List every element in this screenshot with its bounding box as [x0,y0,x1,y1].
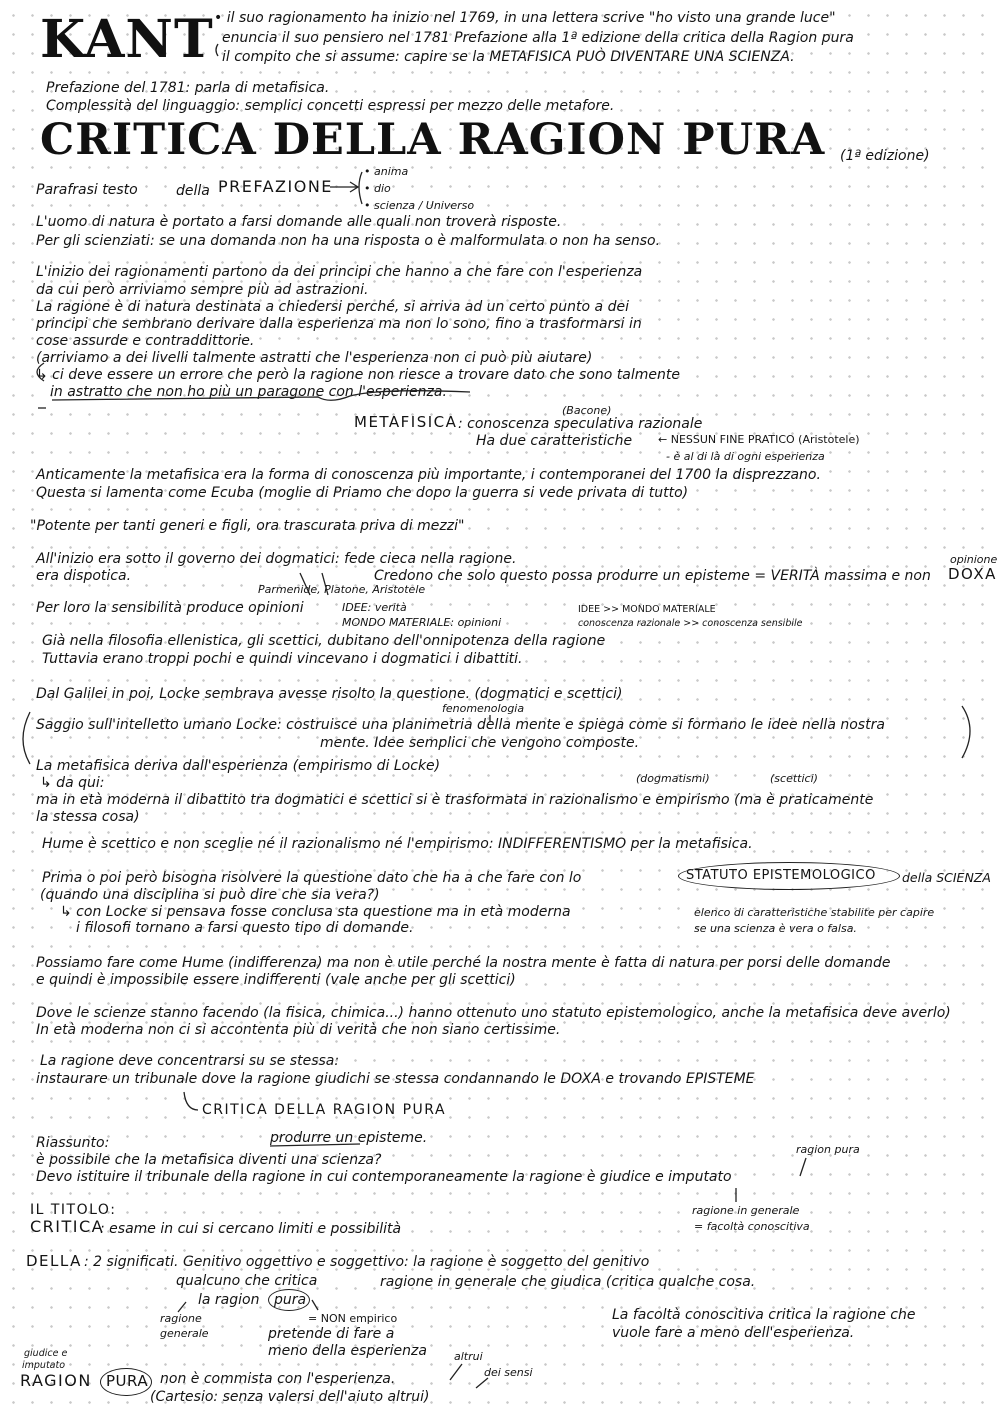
altrui-note: altrui [454,1350,483,1363]
produrre-underline [270,1144,360,1146]
della-term: DELLA [26,1252,82,1270]
della-non-empirico: = NON empirico [308,1312,398,1325]
metafisica-bacone: (Bacone) [562,404,612,417]
ragion-pura-note: ragion pura [796,1143,860,1156]
parafrasi-brace [359,172,362,204]
crp-arrow [184,1092,198,1110]
p2-line-4: principi che sembrano derivare dalla esperienza ma non lo sono, fino a trasformarsi in [36,316,642,332]
dogmatici-line-1: All'inizio era sotto il governo dei dogmatici: fede cieca nella ragione. [36,551,517,567]
idee-verita: IDEE: verità [342,601,407,614]
saggio-line-1: Saggio sull'intelletto umano Locke: costruisce una planimetria della mente e spiega come si formano le idee nella nostra [36,717,885,733]
della-arrow-1 [178,1302,186,1312]
p6-line-1: La ragione deve concentrarsi su se stessa: [40,1053,340,1069]
dogmatici-names: Parmenide, Platone, Aristotele [258,583,426,596]
metafisica-heading: METAFISICA [354,413,458,431]
metafisica-caratteristiche: Ha due caratteristiche [476,433,633,449]
p2-line-1: L'inizio dei ragionamenti partono da dei principi che hanno a che fare con l'esperienza [36,264,643,280]
p2-line-5: cose assurde e contraddittorie. [36,333,255,349]
ragion-pura-line-2: (Cartesio: senza valersi dell'aiuto altrui) [150,1389,430,1405]
p4-note-scettici: (scettici) [770,772,818,785]
statuto-epistemologico: STATUTO EPISTEMOLOGICO [686,868,876,883]
parafrasi-item-scienza: • scienza / Universo [364,199,475,212]
p3-line-1: Anticamente la metafisica era la forma di conoscenza più importante, i contemporanei del 1700 la disprezzano. [36,467,821,483]
intro-line-2: enuncia il suo pensiero nel 1781 Prefazione alla 1ª edizione della critica della Ragion pura [222,30,854,46]
pura-term-circled: PURA [106,1372,149,1390]
pref-note-1: Prefazione del 1781: parla di metafisica. [46,80,330,96]
p4-line-3: ma in età moderna il dibattito tra dogmatici e scettici si è trasformata in razionalismo e empirismo (ma è praticamente [36,792,874,808]
p3-quote: "Potente per tanti generi e figli, ora trascurata priva di mezzi" [30,518,465,534]
riassunto-produrre: produrre un episteme. [270,1130,428,1146]
statuto-line-3: ↳ con Locke si pensava fosse conclusa sta questione ma in età moderna [60,904,571,920]
ragion-pura-arrow [800,1158,806,1176]
della-meno: meno della esperienza [268,1343,427,1359]
dogmatici-line-2: era dispotica. [36,568,132,584]
p1-line-2: Per gli scienziati: se una domanda non ha una risposta o è malformulata o non ha senso. [36,233,661,249]
p3-line-2: Questa si lamenta come Ecuba (moglie di Priamo che dopo la guerra si vede privata di tutto) [36,485,689,501]
p5-line-2: e quindi è impossibile essere indifferenti (vale anche per gli scettici) [36,972,516,988]
metafisica-definition: : conoscenza speculativa razionale [458,416,703,432]
critica-term: CRITICA [30,1217,105,1236]
p4-line-1: La metafisica deriva dall'esperienza (empirismo di Locke) [36,758,441,774]
della-ragione: ragione [160,1312,202,1325]
ragione-generale-note: ragione in generale [692,1204,800,1217]
della-ragione-generale: ragione in generale che giudica (critica qualche cosa. [380,1274,756,1290]
names-arrow-1 [300,573,310,595]
p5-line-1: Possiamo fare come Hume (indifferenza) ma non è utile perché la nostra mente è fatta di natura per porsi delle domande [36,955,891,971]
p2-line-2: da cui però arriviamo sempre più ad astrazioni. [36,282,369,298]
p2-line-8: in astratto che non ho più un paragone con l'esperienza. [50,384,447,400]
p4-line-2: ↳ da qui: [40,775,105,791]
della-qualcuno: qualcuno che critica [176,1273,318,1289]
statuto-line-1: Prima o poi però bisogna risolvere la questione dato che ha a che fare con lo [42,870,582,886]
della-definition: : 2 significati. Genitivo oggettivo e soggettivo: la ragione è soggetto del genitivo [84,1254,650,1270]
della-generale: generale [160,1327,209,1340]
imputato: imputato [22,1360,66,1371]
metafisica-car-2: - è al di là di ogni esperienza [666,450,825,463]
riassunto-heading: Riassunto: [36,1135,110,1151]
saggio-line-2: mente. Idee semplici che vengono composte. [320,735,640,751]
della-arrow-2 [312,1300,318,1310]
p5-line-4: In età moderna non ci si accontenta più di verità che non siano certissime. [36,1022,561,1038]
dei-sensi-note: dei sensi [484,1366,533,1379]
statuto-definition-1: elenco di caratteristiche stabilite per capire [694,906,935,919]
della-pura-circled: pura [274,1292,307,1308]
parafrasi-label: Parafrasi testo [36,182,138,198]
p2-arrow [37,363,44,381]
prefazione-arrow [330,182,358,192]
p5-line-3: Dove le scienze stanno facendo (la fisica, chimica...) hanno ottenuto uno statuto epistemologico, anche la metafisica deve averlo) [36,1005,951,1021]
altrui-arrow [450,1364,462,1380]
parafrasi-item-anima: • anima [364,165,409,178]
crp-arrow-target: CRITICA DELLA RAGION PURA [202,1102,447,1118]
critica-definition: : esame in cui si cercano limiti e possibilità [100,1221,402,1237]
intro-line-3: il compito che si assume: capire se la METAFISICA PUÒ DIVENTARE UNA SCIENZA. [222,49,795,65]
p1-line-1: L'uomo di natura è portato a farsi domande alle quali non troverà risposte. [36,214,562,230]
parafrasi-item-dio: • dio [364,182,391,195]
names-arrow-2 [322,573,328,595]
pref-note-2: Complessità del linguaggio: semplici concetti espressi per mezzo delle metafore. [46,98,615,114]
p2-underline [52,391,470,401]
subtitle: CRITICA DELLA RAGION PURA [40,115,826,165]
parafrasi-della: della [176,183,210,199]
intro-line-1: • il suo ragionamento ha inizio nel 1769, in una lettera scrive "ho visto una grande luce" [214,10,836,26]
ragion-term: RAGION [20,1371,92,1390]
idee-relation-1: IDEE >> MONDO MATERIALE [578,604,716,615]
titolo-heading: IL TITOLO: [30,1202,117,1218]
p2-line-7: ↳ ci deve essere un errore che però la ragione non riesce a trovare dato che sono talmente [36,367,680,383]
p2-line-3: La ragione è di natura destinata a chiedersi perché, si arriva ad un certo punto a dei [36,299,629,315]
saggio-right-paren [962,706,970,758]
statuto-line-2: (quando una disciplina si può dire che sia vera?) [40,887,380,903]
galilei-line: Dal Galilei in poi, Locke sembrava avesse risolto la questione. (dogmatici e scettici) [36,686,623,702]
idee-relation-2: conoscenza razionale >> conoscenza sensibile [578,618,803,629]
giudice-e: giudice e [24,1348,68,1359]
statuto-line-4: i filosofi tornano a farsi questo tipo di domande. [76,920,414,936]
ragion-pura-line-1: non è commista con l'esperienza. [160,1371,396,1387]
facolta-line-2: vuole fare a meno dell'esperienza. [612,1325,855,1341]
facolta-line-1: La facoltà conoscitiva critica la ragione che [612,1307,916,1323]
statuto-definition-2: se una scienza è vera o falsa. [694,922,857,935]
della-la-ragion: la ragion [198,1292,260,1308]
doxa-term: DOXA [948,565,997,583]
mondo-materiale: MONDO MATERIALE: opinioni [342,616,502,629]
edition-note: (1ª edizione) [840,148,930,164]
intro-arrow [216,44,218,56]
hume-line: Hume è scettico e non sceglie né il razionalismo né l'empirismo: INDIFFERENTISMO per la metafisica. [42,836,753,852]
dogmatici-credono: Credono che solo questo possa produrre un episteme = VERITÀ massima e non [374,568,931,584]
dogmatici-line-3: Per loro la sensibilità produce opinioni [36,600,304,616]
saggio-left-paren [23,712,30,764]
p4-note-dogmatismi: (dogmatismi) [636,772,710,785]
riassunto-line-3: Devo istituire il tribunale della ragione in cui contemporaneamente la ragione è giudice e imputato [36,1169,732,1185]
dogmatici-line-5: Tuttavia erano troppi pochi e quindi vincevano i dogmatici i dibattiti. [42,651,523,667]
riassunto-question: è possibile che la metafisica diventi una scienza? [36,1152,382,1168]
fenomenologia-note: fenomenologia [442,702,525,715]
p6-line-2: instaurare un tribunale dove la ragione giudichi se stessa condannando le DOXA e trovando EPISTEME [36,1071,755,1087]
statuto-scienza: della SCIENZA [902,870,991,885]
page-title: KANT [40,9,214,70]
p4-line-4: la stessa cosa) [36,809,140,825]
facolta-conoscitiva-note: = facoltà conoscitiva [694,1220,810,1233]
prefazione-heading: PREFAZIONE [218,177,333,196]
doxa-opinione: opinione [950,553,998,566]
dogmatici-line-4: Già nella filosofia ellenistica, gli scettici, dubitano dell'onnipotenza della ragione [42,633,606,649]
p2-line-6: (arriviamo a dei livelli talmente astratti che l'esperienza non ci può più aiutare) [36,350,593,366]
sensi-arrow [476,1378,488,1388]
metafisica-car-1: ← NESSUN FINE PRATICO (Aristotele) [658,433,860,446]
della-pretende: pretende di fare a [268,1326,395,1342]
